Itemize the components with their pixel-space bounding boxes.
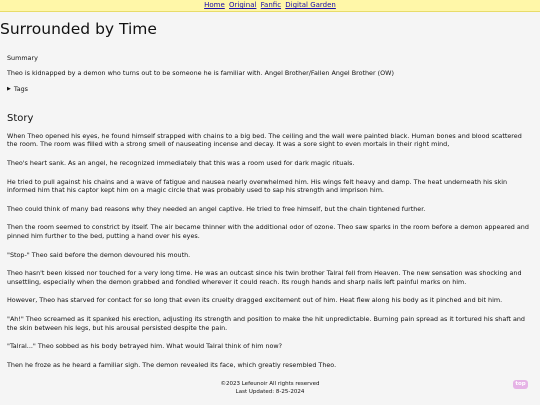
summary-text: Theo is kidnapped by a demon who turns out to be someone he is familiar with. Angel Brother/Fallen Angel Brother (OW) xyxy=(7,68,394,77)
story-body xyxy=(7,132,533,378)
last-updated-text: Last Updated: 8-25-2024 xyxy=(235,388,305,395)
story-heading: Story xyxy=(7,112,34,124)
story-paragraph: Then the room seemed to constrict by itself. The air became thinner with the additional odor of ozone. Theo saw sparks in the room before a demon appeared and pinned him further to the bed, putting a hand over his eyes. xyxy=(7,223,529,240)
back-to-top-button[interactable]: top xyxy=(513,380,528,389)
story-paragraph: "Talral..." Theo sobbed as his body betrayed him. What would Talral think of him now? xyxy=(7,342,283,351)
main-content xyxy=(0,12,540,378)
story-paragraph: Theo could think of many bad reasons why they needed an angel captive. He tried to free himself, but the chain tightened further. xyxy=(7,204,426,213)
disclosure-triangle-icon: ▶ xyxy=(7,86,11,93)
story-paragraph: "Stop-" Theo said before the demon devoured his mouth. xyxy=(7,250,191,259)
nav-original-link[interactable]: Original xyxy=(229,1,257,9)
top-navigation xyxy=(0,0,540,12)
nav-digital-garden-link[interactable]: Digital Garden xyxy=(285,1,336,9)
story-paragraph: He tried to pull against his chains and a wave of fatigue and nausea nearly overwhelmed him. His wings felt heavy and damp. The heat underneath his skin informed him that his captor kept him on a magic circle that was probably used to sap his strength and imprison him. xyxy=(7,177,508,195)
nav-fanfic-link[interactable]: Fanfic xyxy=(260,1,282,9)
story-paragraph: Then he froze as he heard a familiar sigh. The demon revealed its face, which greatly resembled Theo. xyxy=(7,360,337,369)
tags-label: Tags xyxy=(13,85,29,94)
nav-home-link[interactable]: Home xyxy=(204,1,225,9)
story-paragraph: However, Theo has starved for contact for so long that even its cruelty dragged excitement out of him. Heat flew along his body as it pinched and bit him. xyxy=(7,296,503,305)
page-title: Surrounded by Time xyxy=(0,20,157,38)
story-paragraph: "Ah!" Theo screamed as it spanked his erection, adjusting its strength and position to make the hit unpredictable. Burning pain spread as it tortured his shaft and the skin between his legs, but his arousal persisted despite the pain. xyxy=(7,314,525,332)
page-footer xyxy=(0,381,540,396)
story-paragraph: Theo hasn't been kissed nor touched for a very long time. He was an outcast since his twin brother Talral fell from Heaven. The new sensation was shocking and unsettling, especially when the demon grabbed and fondled wherever it could reach. Its rough hands and sharp nails left painful marks on him. xyxy=(7,269,522,286)
story-paragraph: When Theo opened his eyes, he found himself strapped with chains to a big bed. The ceiling and the wall were painted black. Human bones and blood scattered the room. The room was filled with a strong smell of nauseating incense and decay. It was a sore sight to even mortals in their right mind, xyxy=(7,131,522,149)
story-paragraph: Theo's heart sank. As an angel, he recognized immediately that this was a room used for dark magic rituals. xyxy=(7,158,355,167)
tags-disclosure[interactable] xyxy=(7,85,533,94)
summary-label: Summary xyxy=(7,54,38,62)
copyright-text: ©2023 Lefeunoir All rights reserved xyxy=(220,381,320,387)
